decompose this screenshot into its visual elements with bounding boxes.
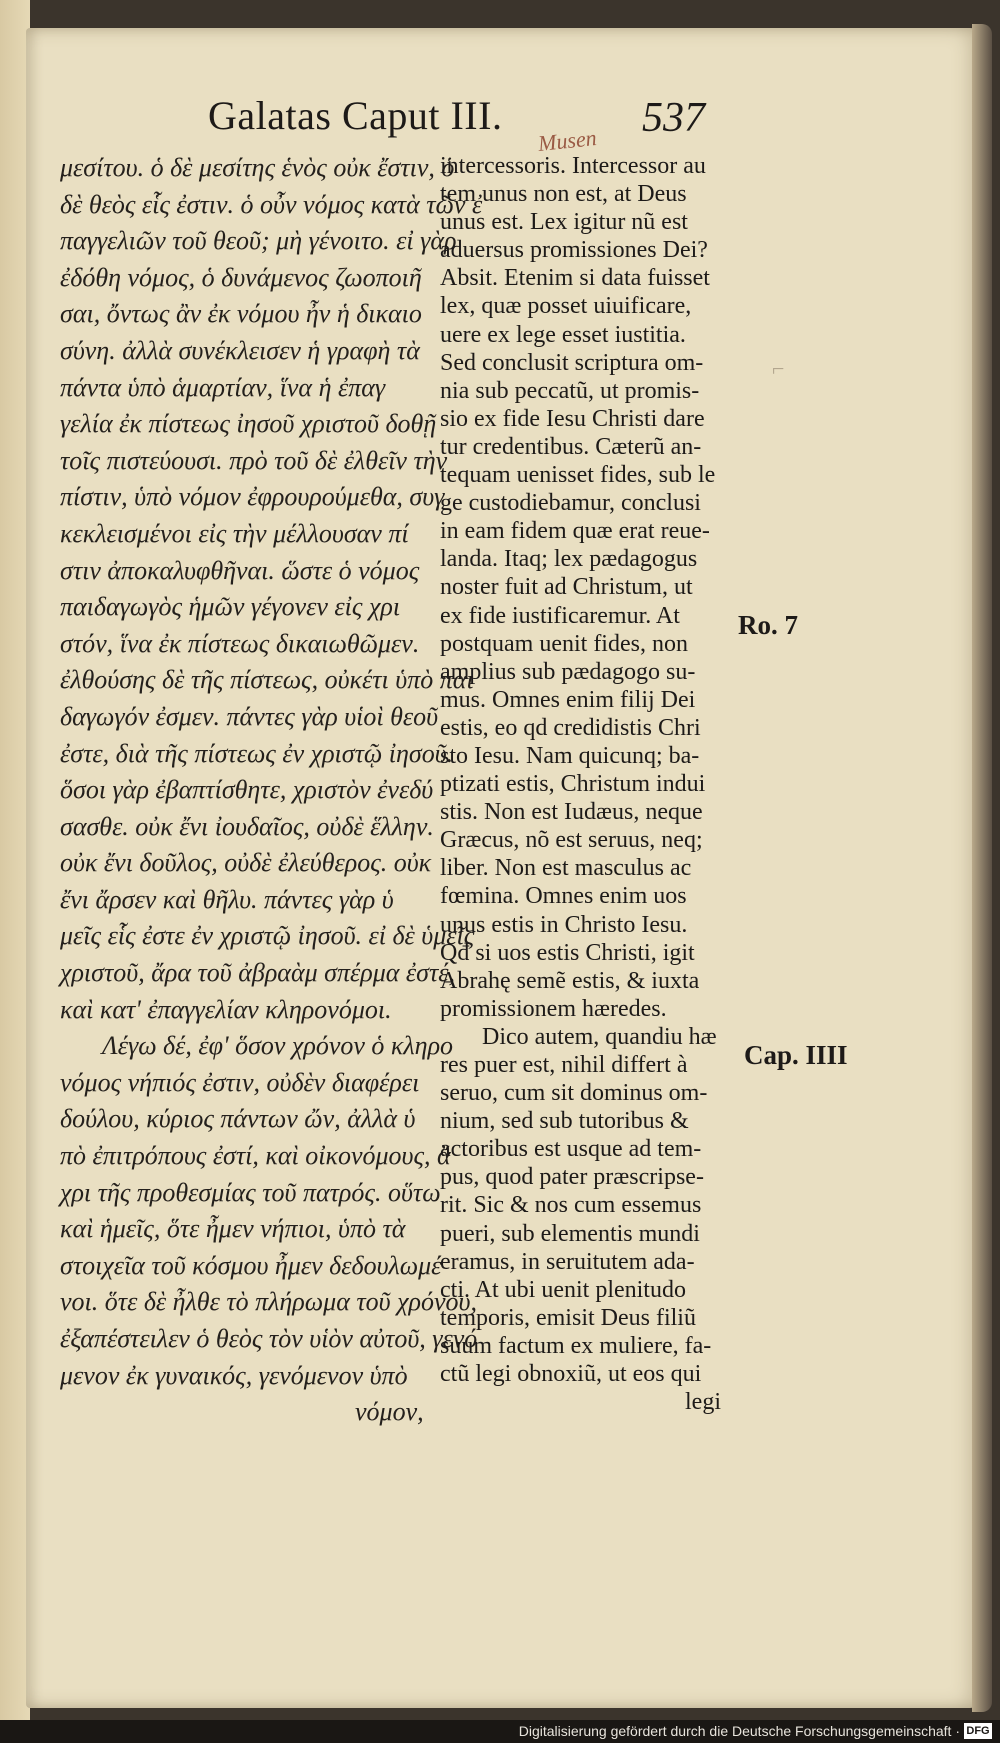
latin-line: fœmina. Omnes enim uos [440,883,687,910]
latin-line: Absit. Etenim si data fuisset [440,265,710,292]
greek-line: γελία ἐκ πίστεως ἰησοῦ χριστοῦ δοθῇ [60,409,437,439]
greek-line: δαγωγόν ἐσμεν. πάντες γὰρ υἱοὶ θεοῦ [60,701,439,731]
margin-note-ro7: Ro. 7 [738,610,798,640]
dfg-logo: DFG [964,1723,992,1739]
greek-line: ἐστε, διὰ τῆς πίστεως ἐν χριστῷ ἰησοῦ. [60,738,454,768]
greek-line: μενον ἐκ γυναικός, γενόμενον ὑπὸ [60,1360,408,1390]
greek-line: σαι, ὄντως ἂν ἐκ νόμου ἦν ἡ δικαιο [60,299,422,329]
greek-line: παιδαγωγὸς ἡμῶν γέγονεν εἰς χρι [60,592,401,622]
greek-line: σασθε. οὐκ ἔνι ἰουδαῖος, οὐδὲ ἕλλην. [60,811,434,841]
greek-line: ἐλθούσης δὲ τῆς πίστεως, οὐκέτι ὑπὸ παι [60,665,474,695]
greek-line: ἐδόθη νόμος, ὁ δυνάμενος ζωοποιῆ [60,262,422,292]
greek-line: νοι. ὅτε δὲ ἦλθε τὸ πλήρωμα τοῦ χρόνου, [60,1287,477,1317]
latin-line: tem unus non est, at Deus [440,181,687,208]
greek-line: Λέγω δέ, ἐφ' ὅσον χρόνον ὁ κληρο [102,1031,454,1061]
page-number: 537 [642,95,705,141]
latin-line: actoribus est usque ad tem- [440,1136,702,1163]
latin-line: liber. Non est masculus ac [440,855,692,882]
latin-line: unus est. Lex igitur nũ est [440,209,688,236]
latin-line: nia sub peccatũ, ut promis- [440,377,700,404]
latin-line: promissionem hæredes. [440,995,667,1022]
latin-catchword: legi [685,1389,721,1416]
greek-line: τοῖς πιστεύουσι. πρὸ τοῦ δὲ ἐλθεῖν τὴν [60,445,448,475]
latin-line: tequam uenisset fides, sub le [440,462,716,489]
greek-line: παγγελιῶν τοῦ θεοῦ; μὴ γένοιτο. εἰ γὰρ [60,226,457,256]
greek-line: σύνη. ἀλλὰ συνέκλεισεν ἡ γραφὴ τὰ [60,335,420,365]
greek-line: καὶ κατ' ἐπαγγελίαν κληρονόμοι. [60,994,392,1024]
latin-line: unus estis in Christo Iesu. [440,911,688,938]
greek-line: ἔνι ἄρσεν καὶ θῆλυ. πάντες γὰρ ὑ [60,884,394,914]
latin-line: landa. Itaq; lex pædagogus [440,546,698,573]
latin-line: suum factum ex muliere, fa- [440,1332,712,1359]
greek-line: χριστοῦ, ἄρα τοῦ ἀβραὰμ σπέρμα ἐστέ, [60,958,456,988]
latin-line: ptizati estis, Christum indui [440,771,706,798]
greek-line: μεσίτου. ὁ δὲ μεσίτης ἑνὸς οὐκ ἔστιν, ὁ [60,153,455,182]
greek-catchword: νόμον, [355,1397,424,1427]
latin-line: Græcus, nõ est seruus, neq; [440,827,703,854]
latin-line: sto Iesu. Nam quicunq; ba- [440,742,700,769]
latin-line: sio ex fide Iesu Christi dare [440,405,705,432]
latin-line: ctũ legi obnoxiũ, ut eos qui [440,1361,702,1388]
handwritten-annotation: Musen [536,125,598,156]
latin-line: temporis, emisit Deus filiũ [440,1304,696,1331]
latin-line: rit. Sic & nos cum essemus [440,1192,702,1219]
greek-line: πάντα ὑπὸ ἁμαρτίαν, ἵνα ἡ ἐπαγ [60,372,386,402]
latin-line: aduersus promissiones Dei? [440,237,708,264]
greek-line: πὸ ἐπιτρόπους ἐστί, καὶ οἰκονόμους, ἄ [60,1141,451,1171]
latin-column [440,152,740,1416]
bracket-mark: ⌐ [772,356,785,381]
latin-line: noster fuit ad Christum, ut [440,574,693,601]
greek-line: καὶ ἡμεῖς, ὅτε ἦμεν νήπιοι, ὑπὸ τὰ [60,1214,406,1244]
page-edge [972,24,992,1712]
footer-credit: Digitalisierung gefördert durch die Deutsche Forschungsgemeinschaft · [518,1723,960,1739]
greek-line: χρι τῆς προθεσμίας τοῦ πατρός. οὕτω [60,1177,441,1207]
latin-line: stis. Non est Iudæus, neque [440,799,703,826]
footer-bar [0,1720,1000,1743]
latin-line: Abrahę semẽ estis, & iuxta [440,967,700,994]
greek-line: μεῖς εἷς ἐστε ἐν χριστῷ ἰησοῦ. εἰ δὲ ὑμεῖς [60,921,475,951]
greek-line: δὲ θεὸς εἷς ἐστιν. ὁ οὖν νόμος κατὰ τῶν ἐ [60,189,483,219]
greek-line: νόμος νήπιός ἐστιν, οὐδὲν διαφέρει [60,1067,420,1097]
latin-line: postquam uenit fides, non [440,630,688,657]
latin-line: in eam fidem quæ erat reue- [440,518,710,545]
latin-line: estis, eo qd credidistis Chri [440,714,701,741]
latin-line: ge custodiebamur, conclusi [440,490,701,517]
greek-line: στόν, ἵνα ἐκ πίστεως δικαιωθῶμεν. [60,628,420,658]
latin-line: nium, sed sub tutoribus & [440,1108,689,1135]
greek-line: στιν ἀποκαλυφθῆναι. ὥστε ὁ νόμος [60,555,420,585]
latin-line: seruo, cum sit dominus om- [440,1080,708,1107]
greek-line: πίστιν, ὑπὸ νόμον ἐφρουρούμεθα, συγ [60,482,445,512]
latin-line: uere ex lege esset iustitia. [440,321,686,348]
latin-line: ex fide iustificaremur. At [440,602,680,629]
greek-line: οὐκ ἔνι δοῦλος, οὐδὲ ἐλεύθερος. οὐκ [60,848,432,878]
greek-column [60,150,483,1431]
latin-line: amplius sub pædagogo su- [440,658,696,685]
latin-line: Dico autem, quandiu hæ [482,1023,717,1050]
latin-line: intercessoris. Intercessor au [440,153,706,179]
greek-line: δούλου, κύριος πάντων ὤν, ἀλλὰ ὑ [60,1104,416,1134]
latin-line: eramus, in seruitutem ada- [440,1248,695,1275]
greek-line: ὅσοι γὰρ ἐβαπτίσθητε, χριστὸν ἐνεδύ [60,775,434,805]
greek-line: στοιχεῖα τοῦ κόσμου ἦμεν δεδουλωμέ [60,1250,442,1280]
latin-line: Sed conclusit scriptura om- [440,349,704,376]
greek-line: ἐξαπέστειλεν ὁ θεὸς τὸν υἱὸν αὐτοῦ, γενό [60,1324,478,1353]
latin-line: Qđ si uos estis Christi, igit [440,939,695,966]
greek-line: κεκλεισμένοι εἰς τὴν μέλλουσαν πί [60,518,409,548]
latin-line: res puer est, nihil differt à [440,1052,688,1078]
running-head: Galatas Caput III. [208,93,503,138]
latin-line: lex, quæ posset uiuificare, [440,293,692,320]
latin-line: mus. Omnes enim filij Dei [440,686,696,713]
margin-note-cap4: Cap. IIII [744,1040,848,1070]
latin-line: cti. At ubi uenit plenitudo [440,1276,686,1303]
latin-line: pueri, sub elementis mundi [440,1220,700,1247]
latin-line: pus, quod pater præscripse- [440,1164,704,1191]
latin-line: tur credentibus. Cæterũ an- [440,433,702,460]
